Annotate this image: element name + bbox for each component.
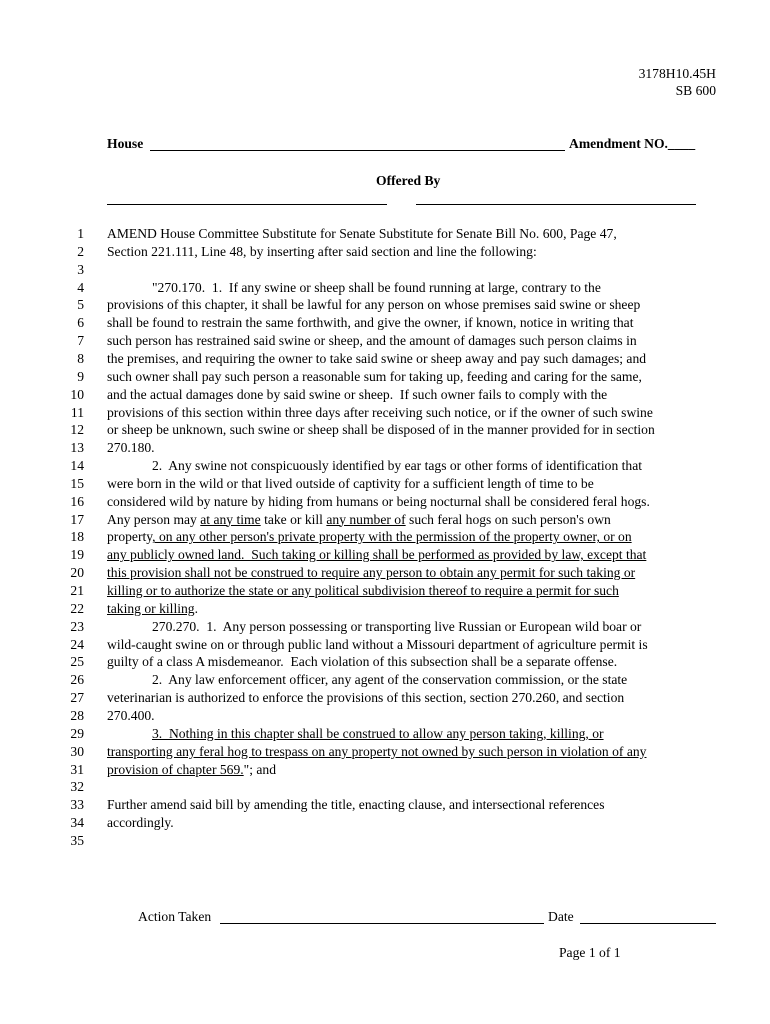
line-number: 25	[70, 654, 84, 670]
line-number: 1	[77, 226, 84, 241]
line-number: 21	[70, 583, 84, 598]
line-number: 6	[77, 315, 84, 331]
line-number: 3	[77, 261, 84, 277]
date-line	[580, 923, 716, 924]
house-name-line	[150, 150, 565, 151]
line-number: 18	[70, 529, 84, 545]
text-line: provision of chapter 569."; and	[107, 761, 277, 777]
line-number: 32	[70, 779, 84, 795]
line-number: 12	[70, 422, 84, 438]
text-line: this provision shall not be construed to require any person to obtain any permit for such taking or	[107, 565, 636, 581]
line-number: 13	[70, 440, 84, 456]
text-line: were born in the wild or that lived outside of captivity for a sufficient length of time to be	[107, 475, 594, 491]
line-number: 9	[77, 368, 84, 384]
line-number: 16	[70, 493, 84, 509]
line-number: 5	[77, 297, 84, 313]
offered-by-label: Offered By	[376, 173, 441, 188]
bill-code: 3178H10.45H	[638, 66, 716, 81]
text-line: or sheep be unknown, such swine or sheep shall be disposed of in the manner provided for in section	[107, 422, 655, 438]
line-number: 10	[70, 386, 84, 402]
text-line: "270.170. 1. If any swine or sheep shall be found running at large, contrary to the	[152, 279, 601, 295]
text-line: and the actual damages done by said swine or sheep. If such owner fails to comply with the	[107, 386, 608, 402]
text-line: 2. Any law enforcement officer, any agent of the conservation commission, or the state	[152, 672, 628, 688]
line-number: 11	[70, 404, 84, 420]
line-number: 15	[70, 475, 84, 491]
line-number: 14	[70, 458, 84, 474]
page-number: Page 1 of 1	[559, 945, 621, 960]
line-number: 24	[70, 636, 84, 652]
line-number: 27	[70, 690, 84, 706]
text-line: guilty of a class A misdemeanor. Each violation of this subsection shall be a separate offense.	[107, 654, 618, 670]
text-line: such owner shall pay such person a reasonable sum for taking up, feeding and caring for the same,	[107, 368, 642, 384]
text-line: killing or to authorize the state or any political subdivision thereof to require a permit for such	[107, 583, 619, 598]
text-line: the premises, and requiring the owner to take said swine or sheep away and pay such damages; and	[107, 350, 647, 366]
text-line: 270.180.	[107, 440, 155, 456]
text-line: AMEND House Committee Substitute for Senate Substitute for Senate Bill No. 600, Page 47,	[107, 226, 617, 241]
text-line: taking or killing.	[107, 600, 199, 616]
text-line: 2. Any swine not conspicuously identified by ear tags or other forms of identification that	[152, 458, 643, 474]
line-number: 31	[70, 761, 84, 777]
action-taken-label: Action Taken	[138, 909, 212, 924]
text-line: provisions of this chapter, it shall be lawful for any person on whose premises said swine or sheep	[107, 297, 641, 313]
text-line: Further amend said bill by amending the title, enacting clause, and intersectional references	[107, 797, 605, 813]
line-number: 7	[77, 333, 84, 349]
line-number: 4	[77, 279, 84, 295]
line-number: 19	[70, 547, 84, 563]
text-line: transporting any feral hog to trespass on any property not owned by such person in violation of any	[107, 743, 647, 759]
text-line: accordingly.	[107, 815, 174, 831]
line-number: 34	[70, 815, 84, 831]
text-line: wild-caught swine on or through public land without a Missouri department of agriculture permit is	[107, 636, 648, 652]
text-line: any publicly owned land. Such taking or killing shall be performed as provided by law, except that	[107, 547, 647, 563]
text-line: provisions of this section within three days after receiving such notice, or if the owner of such swine	[107, 404, 653, 420]
offered-by-line-left	[107, 204, 387, 205]
text-line: 270.400.	[107, 707, 155, 723]
date-label: Date	[548, 909, 574, 924]
text-line: 3. Nothing in this chapter shall be construed to allow any person taking, killing, or	[152, 725, 604, 741]
line-number: 2	[77, 243, 84, 259]
text-line: such person has restrained said swine or sheep, and the amount of damages such person claims in	[107, 333, 637, 349]
line-number: 33	[70, 797, 84, 813]
offered-by-line-right	[416, 204, 696, 205]
line-number: 23	[70, 618, 84, 634]
line-number: 35	[70, 832, 84, 848]
bill-number: SB 600	[675, 83, 716, 98]
text-line: veterinarian is authorized to enforce the provisions of this section, section 270.260, and section	[107, 690, 625, 706]
house-label: House	[107, 136, 144, 151]
text-line: 270.270. 1. Any person possessing or transporting live Russian or European wild boar or	[152, 618, 642, 634]
text-line: Section 221.111, Line 48, by inserting after said section and line the following:	[107, 243, 537, 259]
line-number: 26	[70, 672, 84, 688]
line-number: 17	[70, 511, 84, 527]
amendment-number-label: Amendment NO.____	[569, 136, 696, 151]
text-line: considered wild by nature by hiding from humans or being nocturnal shall be considered feral hogs.	[107, 493, 650, 509]
line-number: 22	[70, 600, 84, 616]
line-number: 20	[70, 565, 84, 581]
line-number: 29	[70, 725, 84, 741]
line-number: 8	[77, 350, 84, 366]
line-number: 30	[70, 743, 84, 759]
text-line: property, on any other person's private property with the permission of the property owner, or on	[107, 529, 632, 545]
line-number: 28	[70, 707, 84, 723]
action-taken-line	[220, 923, 544, 924]
text-line: Any person may at any time take or kill any number of such feral hogs on such person's own	[107, 511, 611, 527]
text-line: shall be found to restrain the same forthwith, and give the owner, if known, notice in writing that	[107, 315, 634, 331]
